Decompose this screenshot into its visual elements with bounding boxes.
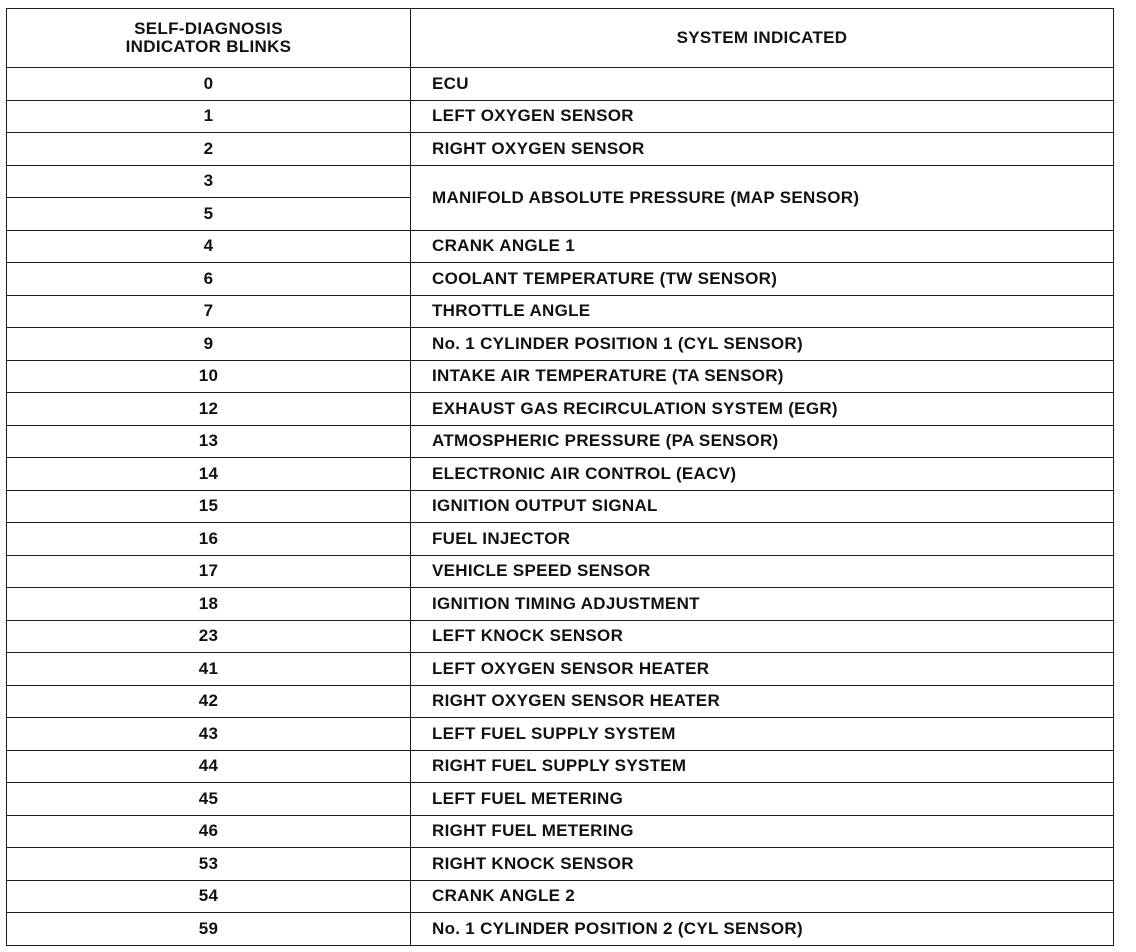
header-system: SYSTEM INDICATED	[411, 9, 1114, 68]
table-row	[7, 523, 1114, 556]
system-cell: INTAKE AIR TEMPERATURE (TA SENSOR)	[411, 360, 1114, 393]
blinks-cell: 7	[7, 295, 411, 328]
blinks-cell: 0	[7, 68, 411, 101]
blinks-cell: 54	[7, 880, 411, 913]
table-row	[7, 588, 1114, 621]
blinks-cell: 5	[7, 198, 411, 231]
system-cell: COOLANT TEMPERATURE (TW SENSOR)	[411, 263, 1114, 296]
table-row	[7, 263, 1114, 296]
table-row	[7, 653, 1114, 686]
table-row	[7, 490, 1114, 523]
table-row	[7, 360, 1114, 393]
blinks-cell: 6	[7, 263, 411, 296]
table-body	[7, 68, 1114, 946]
system-cell: LEFT KNOCK SENSOR	[411, 620, 1114, 653]
system-cell: CRANK ANGLE 2	[411, 880, 1114, 913]
blinks-cell: 46	[7, 815, 411, 848]
blinks-cell: 10	[7, 360, 411, 393]
blinks-cell: 9	[7, 328, 411, 361]
table-row	[7, 133, 1114, 166]
blinks-cell: 14	[7, 458, 411, 491]
blinks-cell: 45	[7, 783, 411, 816]
table-row	[7, 620, 1114, 653]
header-blinks-line2: INDICATOR BLINKS	[125, 37, 292, 56]
table-row	[7, 295, 1114, 328]
system-cell: ECU	[411, 68, 1114, 101]
blinks-cell: 44	[7, 750, 411, 783]
system-cell: FUEL INJECTOR	[411, 523, 1114, 556]
system-cell: MANIFOLD ABSOLUTE PRESSURE (MAP SENSOR)	[411, 165, 1114, 230]
system-cell: LEFT OXYGEN SENSOR	[411, 100, 1114, 133]
blinks-cell: 4	[7, 230, 411, 263]
system-cell: RIGHT OXYGEN SENSOR HEATER	[411, 685, 1114, 718]
table-row	[7, 848, 1114, 881]
system-cell: LEFT FUEL SUPPLY SYSTEM	[411, 718, 1114, 751]
system-cell: IGNITION OUTPUT SIGNAL	[411, 490, 1114, 523]
system-cell: CRANK ANGLE 1	[411, 230, 1114, 263]
system-cell: EXHAUST GAS RECIRCULATION SYSTEM (EGR)	[411, 393, 1114, 426]
system-cell: RIGHT FUEL METERING	[411, 815, 1114, 848]
table-header-row	[7, 9, 1114, 68]
table-row	[7, 425, 1114, 458]
table-row	[7, 100, 1114, 133]
system-cell: ELECTRONIC AIR CONTROL (EACV)	[411, 458, 1114, 491]
diagnosis-table	[6, 8, 1114, 946]
blinks-cell: 16	[7, 523, 411, 556]
blinks-cell: 12	[7, 393, 411, 426]
blinks-cell: 41	[7, 653, 411, 686]
table-row	[7, 880, 1114, 913]
table-row	[7, 393, 1114, 426]
table-row	[7, 815, 1114, 848]
table-row	[7, 458, 1114, 491]
table-row	[7, 68, 1114, 101]
system-cell: VEHICLE SPEED SENSOR	[411, 555, 1114, 588]
system-cell: RIGHT KNOCK SENSOR	[411, 848, 1114, 881]
table-row	[7, 913, 1114, 946]
table-row	[7, 230, 1114, 263]
table-row	[7, 750, 1114, 783]
blinks-cell: 59	[7, 913, 411, 946]
system-cell: LEFT FUEL METERING	[411, 783, 1114, 816]
table-row	[7, 718, 1114, 751]
table-row	[7, 783, 1114, 816]
system-cell: No. 1 CYLINDER POSITION 1 (CYL SENSOR)	[411, 328, 1114, 361]
blinks-cell: 42	[7, 685, 411, 718]
blinks-cell: 18	[7, 588, 411, 621]
blinks-cell: 53	[7, 848, 411, 881]
header-blinks-line1: SELF-DIAGNOSIS	[134, 19, 283, 39]
system-cell: IGNITION TIMING ADJUSTMENT	[411, 588, 1114, 621]
blinks-cell: 15	[7, 490, 411, 523]
blinks-cell: 3	[7, 165, 411, 198]
system-cell: THROTTLE ANGLE	[411, 295, 1114, 328]
system-cell: ATMOSPHERIC PRESSURE (PA SENSOR)	[411, 425, 1114, 458]
system-cell: No. 1 CYLINDER POSITION 2 (CYL SENSOR)	[411, 913, 1114, 946]
system-cell: RIGHT OXYGEN SENSOR	[411, 133, 1114, 166]
table-row	[7, 555, 1114, 588]
header-blinks	[7, 9, 411, 68]
table-row	[7, 328, 1114, 361]
system-cell: LEFT OXYGEN SENSOR HEATER	[411, 653, 1114, 686]
system-cell: RIGHT FUEL SUPPLY SYSTEM	[411, 750, 1114, 783]
table-row	[7, 685, 1114, 718]
table-row	[7, 165, 1114, 198]
blinks-cell: 23	[7, 620, 411, 653]
blinks-cell: 1	[7, 100, 411, 133]
blinks-cell: 13	[7, 425, 411, 458]
blinks-cell: 43	[7, 718, 411, 751]
blinks-cell: 2	[7, 133, 411, 166]
blinks-cell: 17	[7, 555, 411, 588]
